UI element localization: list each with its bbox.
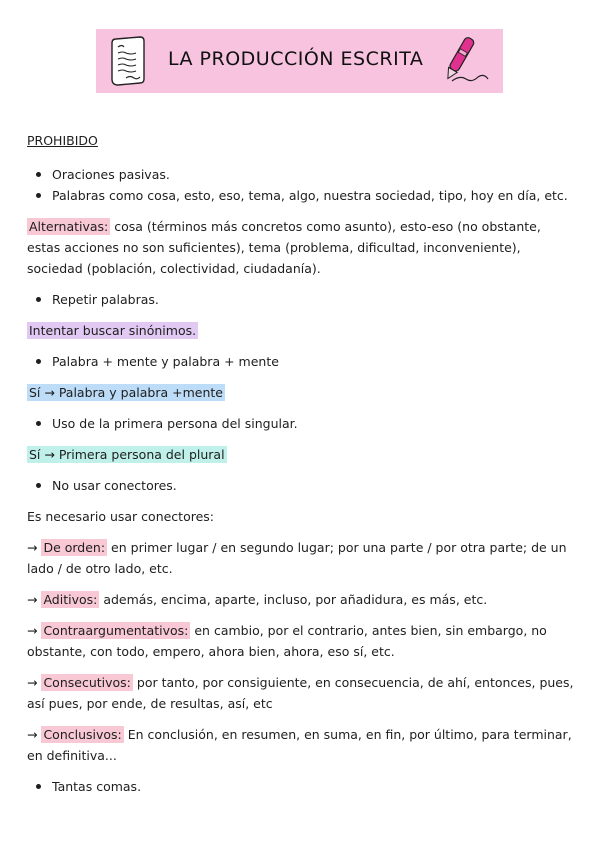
arrow-glyph: → bbox=[27, 727, 42, 742]
alternatives-text: cosa (términos más concretos como asunto), esto-eso (no obstante, estas acciones no son suficientes), tema (problema, dificultad, inconveniente), sociedad (población, colectividad, ciudadanía). bbox=[27, 219, 541, 276]
prohibited-list bbox=[27, 164, 577, 206]
list-item: Oraciones pasivas. bbox=[27, 164, 577, 185]
prohibited-list-2 bbox=[27, 289, 577, 310]
page-title: LA PRODUCCIÓN ESCRITA bbox=[168, 48, 424, 70]
connector-paragraph bbox=[27, 672, 577, 714]
connector-text: por tanto, por consiguiente, en consecuencia, de ahí, entonces, pues, así pues, por ende, de resultas, así, etc bbox=[27, 675, 574, 711]
connector-text: En conclusión, en resumen, en suma, en fin, por último, para terminar, en definitiva... bbox=[27, 727, 572, 763]
connector-paragraph bbox=[27, 620, 577, 662]
connector-text: en primer lugar / en segundo lugar; por una parte / por otra parte; de un lado / de otro lado, etc. bbox=[27, 540, 567, 576]
yes-highlight-2: Sí → Primera persona del plural bbox=[29, 447, 225, 462]
list-item: Repetir palabras. bbox=[27, 289, 577, 310]
yes-note-1 bbox=[27, 382, 577, 403]
connector-label: Conclusivos: bbox=[43, 727, 122, 742]
connectors-intro: Es necesario usar conectores: bbox=[27, 509, 215, 524]
connector-paragraph bbox=[27, 537, 577, 579]
notes-content bbox=[27, 133, 577, 797]
arrow-glyph: → bbox=[27, 675, 42, 690]
connector-text: además, encima, aparte, incluso, por añadidura, es más, etc. bbox=[99, 592, 488, 607]
connector-label: Contraargumentativos: bbox=[43, 623, 189, 638]
connector-text: en cambio, por el contrario, antes bien, sin embargo, no obstante, con todo, empero, ahora bien, ahora, eso sí, etc. bbox=[27, 623, 547, 659]
connector-label: Aditivos: bbox=[43, 592, 98, 607]
connector-label: Consecutivos: bbox=[43, 675, 131, 690]
list-item: Palabra + mente y palabra + mente bbox=[27, 351, 577, 372]
list-item: No usar conectores. bbox=[27, 475, 577, 496]
pen-icon bbox=[438, 33, 494, 89]
synonyms-note bbox=[27, 320, 577, 341]
section-heading: PROHIBIDO bbox=[27, 133, 98, 148]
prohibited-list-3 bbox=[27, 351, 577, 372]
alternatives-label: Alternativas: bbox=[29, 219, 109, 234]
prohibited-list-6 bbox=[27, 776, 577, 797]
connector-label: De orden: bbox=[43, 540, 106, 555]
list-item: Uso de la primera persona del singular. bbox=[27, 413, 577, 434]
title-banner bbox=[96, 29, 503, 93]
yes-note-2 bbox=[27, 444, 577, 465]
connector-paragraph bbox=[27, 589, 577, 610]
document-scroll-icon bbox=[108, 35, 148, 87]
arrow-glyph: → bbox=[27, 540, 42, 555]
alternatives-paragraph bbox=[27, 216, 577, 279]
prohibited-list-4 bbox=[27, 413, 577, 434]
arrow-glyph: → bbox=[27, 623, 42, 638]
list-item: Tantas comas. bbox=[27, 776, 577, 797]
list-item: Palabras como cosa, esto, eso, tema, algo, nuestra sociedad, tipo, hoy en día, etc. bbox=[27, 185, 577, 206]
connector-paragraph bbox=[27, 724, 577, 766]
synonyms-highlight: Intentar buscar sinónimos. bbox=[29, 323, 197, 338]
arrow-glyph: → bbox=[27, 592, 42, 607]
prohibited-list-5 bbox=[27, 475, 577, 496]
yes-highlight-1: Sí → Palabra y palabra +mente bbox=[29, 385, 223, 400]
